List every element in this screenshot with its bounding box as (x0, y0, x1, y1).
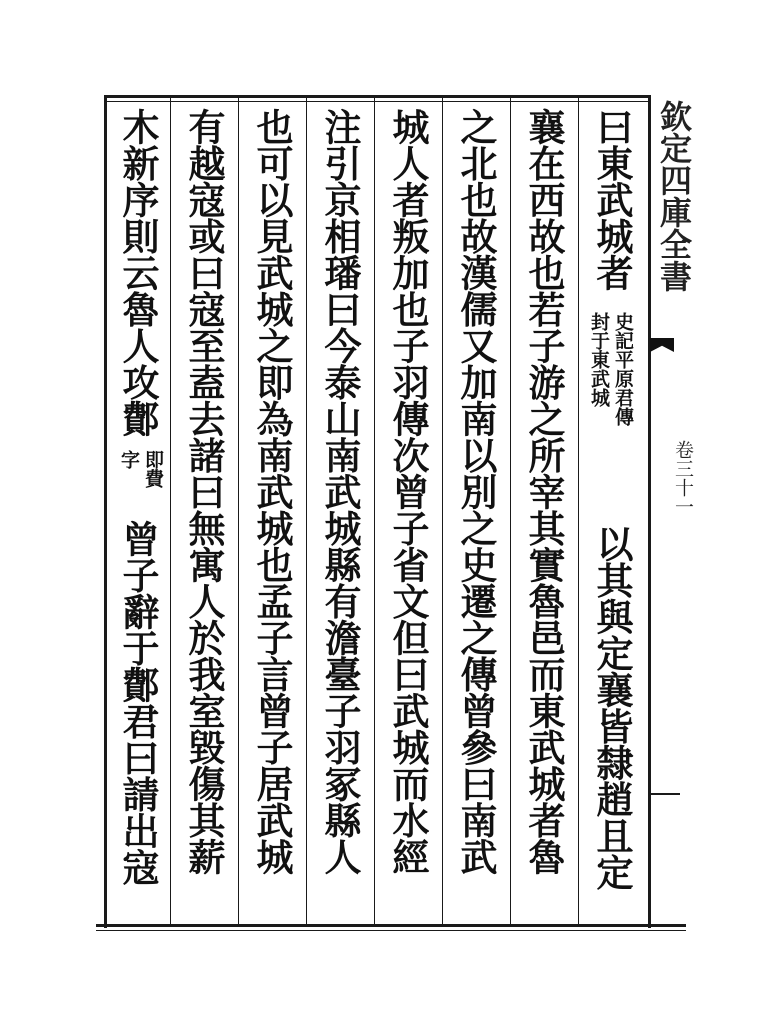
top-border (104, 95, 650, 98)
text-column-1b: 以其與定襄皆隸趙且定 (590, 525, 634, 890)
column-rule (442, 98, 443, 924)
annotation-1-left: 史記平原君傳 (612, 312, 634, 426)
text-column-6: 也可以見武城之即為南武城也孟子言曾子居武城 (250, 108, 294, 875)
text-column-4: 城人者叛加也子羽傳次曾子省文但曰武城而水經 (386, 108, 430, 875)
text-column-7: 有越寇或曰寇至盍去諸曰無寓人於我室毀傷其薪 (182, 108, 226, 875)
book-title: 欽定四庫全書 (655, 100, 693, 292)
column-rule (238, 98, 239, 924)
text-column-2: 襄在西故也若子游之所宰其實魯邑而東武城者魯 (522, 108, 566, 875)
annotation-8-left: 即費 (142, 450, 164, 488)
volume-number: 卷三十一 (672, 440, 694, 516)
column-rule (374, 98, 375, 924)
top-border-inner (104, 101, 650, 102)
annotation-1-right: 封于東武城 (588, 312, 610, 407)
right-border (648, 95, 651, 928)
column-rule (578, 98, 579, 924)
bottom-border-inner (96, 930, 686, 931)
text-column-8a: 木新序則云魯人攻鄪 (116, 108, 160, 437)
margin-rule (650, 793, 680, 795)
text-column-1a: 曰東武城者 (590, 108, 634, 291)
fishtail-mark (650, 338, 674, 352)
text-column-8b: 曾子辭于鄪君曰請出寇 (116, 520, 160, 885)
column-rule (510, 98, 511, 924)
left-border (104, 95, 107, 928)
text-column-5: 注引京相璠曰今泰山南武城縣有澹臺子羽冢縣人 (318, 108, 362, 875)
column-rule (306, 98, 307, 924)
column-rule (170, 98, 171, 924)
annotation-8-right: 字 (118, 450, 140, 469)
text-column-3: 之北也故漢儒又加南以別之史遷之傳曾參曰南武 (454, 108, 498, 875)
